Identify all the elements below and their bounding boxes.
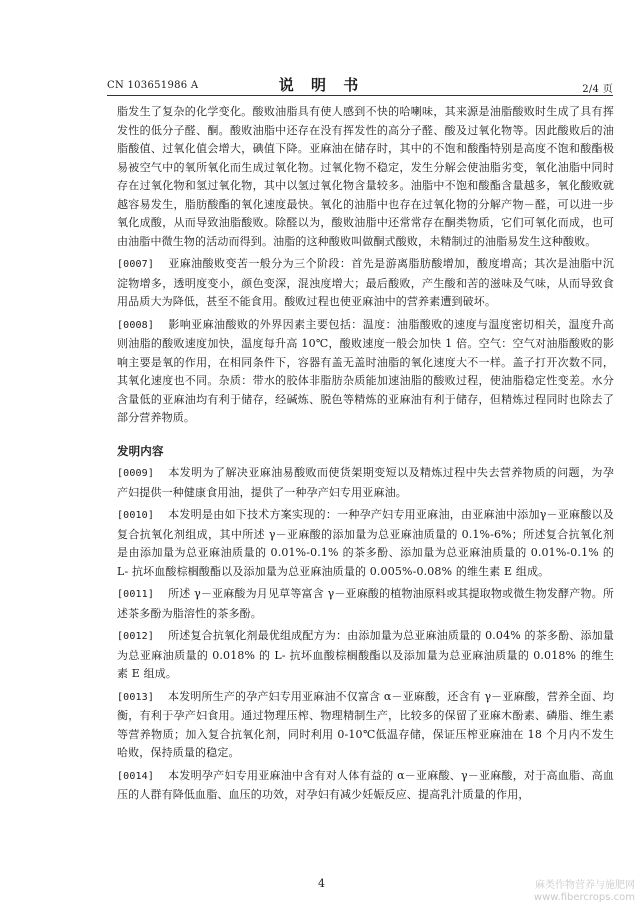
paragraph-number: [0007] (117, 259, 155, 270)
paragraph-text: 亚麻油酸败变苦一般分为三个阶段：首先是游离脂肪酸增加，酸度增高；其次是油脂中沉淀物增多，透明度变小，颜色变深，混浊度增大；最后酸败，产生酸和苦的滋味及气味，从而导致食用品质大为降低，甚至不能食用。酸败过程也使亚麻油中的营养素遭到破坏。 (117, 257, 614, 308)
paragraph-text: 影响亚麻油酸败的外界因素主要包括：温度：油脂酸败的速度与温度密切相关，温度升高则油脂的酸败速度加快，温度每升高 10℃，酸败速度一般会加快 1 倍。空气：空气对油脂酸败的影响主要是氧的作用，在相同条件下，容器有盖无盖时油脂的氧化速度大不一样。盖子打开次数不同，其氧化速度也不同。杂质：带水的胶体非脂肪杂质能加速油脂的酸败过程，使油脂稳定性变差。水分含量低的亚麻油均有利于储存，经碱炼、脱色等精炼的亚麻油有利于储存，但精炼过程同时也除去了部分营养物质。 (117, 317, 614, 424)
paragraph-text: 本发明孕产妇专用亚麻油中含有对人体有益的 α－亚麻酸、γ－亚麻酸，对于高血脂、高血压的人群有降低血脂、血压的功效，对孕妇有减少妊娠反应、提高乳汁质量的作用， (117, 768, 614, 801)
paragraph-number: [0010] (117, 510, 155, 521)
page-of-indicator: 2/4 页 (582, 84, 613, 95)
paragraph-text: 本发明是由如下技术方案实现的：一种孕产妇专用亚麻油，由亚麻油中添加γ－亚麻酸以及复合抗氧化剂组成，其中所述 γ－亚麻酸的添加量为总亚麻油质量的 0.1%-6%；所述复合抗氧化剂是由添加量为总亚麻油质量的 0.01%-0.1% 的茶多酚、添加量为总亚麻油质量的 0.01%-0.1% 的 L- 抗坏血酸棕榈酸酯以及添加量为总亚麻油质量的 0.005%-0.08% 的维生素 E 组成。 (117, 508, 614, 578)
numbered-paragraph (117, 316, 614, 428)
numbered-paragraph (117, 688, 614, 763)
paragraph-text: 所述复合抗氧化剂最优组成配方为：由添加量为总亚麻油质量的 0.04% 的茶多酚、添加量为总亚麻油质量的 0.018% 的 L- 抗坏血酸棕榈酸酯以及添加量为总亚麻油质量的 0.018% 的维生素 E 组成。 (117, 629, 614, 680)
paragraph-number: [0009] (117, 468, 155, 479)
document-title: 说 明 书 (278, 76, 365, 94)
page-number: 4 (318, 877, 325, 890)
intro-paragraph: 脂发生了复杂的化学变化。酸败油脂具有使人感到不快的哈喇味，其来源是油脂酸败时生成了具有挥发性的低分子醛、酮。酸败油脂中还存在没有挥发性的高分子醛、酸及过氧化物等。因此酸败后的油脂酸值、过氧化值会增大，碘值下降。亚麻油在储存时，其中的不饱和酸酯特别是高度不饱和酸酯极易被空气中的氧所氧化而生成过氧化物。过氧化物不稳定，发生分解会使油脂劣变，氧化油脂中同时存在过氧化物和氢过氧化物，其中以氢过氧化物含量较多。油脂中不饱和酸酯含量越多，氧化酸败就越容易发生，脂肪酸酯的氧化速度最快。氧化的油脂中也存在过氧化物的分解产物－醛，可以进一步氧化成酸，从而导致油脂酸败。除醛以为，酸败油脂中还常常存在酮类物质，它们可氧化而成，也可由油脂中微生物的活动而得到。油脂的这种酸败叫做酮式酸败，未精制过的油脂易发生这种酸败。 (117, 105, 614, 248)
paragraph-number: [0008] (117, 319, 155, 331)
numbered-paragraph (117, 627, 614, 684)
paragraph-number: [0013] (117, 691, 155, 703)
paragraph-number: [0011] (117, 589, 155, 600)
paragraph-list-a (117, 255, 614, 428)
numbered-paragraph (117, 464, 614, 502)
watermark (534, 880, 635, 904)
description-body (117, 103, 614, 809)
paragraph-number: [0012] (117, 631, 155, 642)
section-heading: 发明内容 (117, 443, 164, 458)
document-number: CN 103651986 A (107, 80, 199, 91)
numbered-paragraph (117, 585, 614, 623)
numbered-paragraph (117, 255, 614, 312)
paragraph-list-b (117, 464, 614, 805)
numbered-paragraph (117, 506, 614, 581)
header-divider (107, 95, 613, 96)
paragraph-text: 所述 γ－亚麻酸为月见草等富含 γ－亚麻酸的植物油原料或其提取物或微生物发酵产物。所述茶多酚为脂溶性的茶多酚。 (117, 587, 614, 620)
watermark-line-1: 麻类作物营养与施肥网 (535, 880, 635, 891)
paragraph-text: 本发明所生产的孕产妇专用亚麻油不仅富含 α－亚麻酸，还含有 γ－亚麻酸，营养全面、均衡，有利于孕产妇食用。通过物理压榨、物理精制生产，比较多的保留了亚麻木酚素、磷脂、维生素等营养物质；加入复合抗氧化剂，同时利用 0-10℃低温存储，保证压榨亚麻油在 18 个月内不发生哈败，保持质量的稳定。 (117, 689, 614, 759)
watermark-line-2: www.fibercrops.com (533, 892, 635, 903)
paragraph-number: [0014] (117, 770, 155, 782)
paragraph-text: 本发明为了解决亚麻油易酸败而使货架期变短以及精炼过程中失去营养物质的问题，为孕产妇提供一种健康食用油，提供了一种孕产妇专用亚麻油。 (117, 466, 614, 499)
numbered-paragraph (117, 767, 614, 805)
